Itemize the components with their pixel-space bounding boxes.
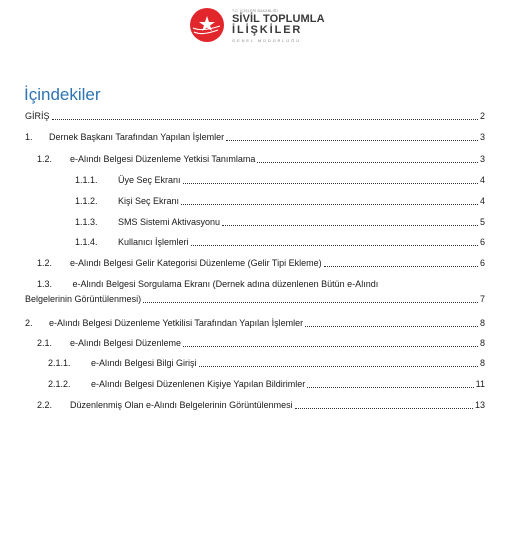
toc-entry-number: 1.2.: [37, 258, 53, 268]
toc-page-number: 3: [479, 154, 485, 164]
toc-entry-line2: [25, 294, 485, 305]
organization-logo: [188, 6, 328, 48]
toc-entry-2-2[interactable]: [37, 400, 485, 411]
toc-entry-number: 2.1.1.: [48, 358, 71, 368]
toc-entry-number: 2.1.: [37, 338, 53, 348]
toc-page-number: 4: [479, 175, 485, 185]
toc-entry-text: e-Alındı Belgesi Düzenleme: [70, 338, 182, 348]
toc-leader-dots: [295, 408, 473, 409]
toc-entry-giris[interactable]: [25, 111, 485, 122]
logo-title-line1: SİVİL TOPLUMLA: [232, 13, 325, 25]
star-crescent-emblem-icon: [188, 6, 226, 44]
toc-entry-1-1-2[interactable]: [75, 196, 485, 207]
toc-page-number: 6: [479, 258, 485, 268]
toc-entry-number: 2.1.2.: [48, 379, 71, 389]
toc-entry-number: 1.: [25, 132, 33, 142]
toc-entry-number: 1.2.: [37, 154, 53, 164]
toc-entry-2-1-1[interactable]: [48, 358, 485, 369]
toc-leader-dots: [307, 387, 473, 388]
toc-entry-text: Kişi Seç Ekranı: [118, 196, 180, 206]
toc-entry-text: e-Alındı Belgesi Sorgulama Ekranı (Dernek adına düzenlenen Bütün e-Alındı: [72, 279, 379, 289]
toc-page-number: 3: [479, 132, 485, 142]
toc-page-number: 2: [479, 111, 485, 121]
toc-leader-dots: [181, 204, 478, 205]
toc-leader-dots: [52, 119, 478, 120]
toc-entry-1-1-1[interactable]: [75, 175, 485, 186]
toc-entry-text-continued: Belgelerinin Görüntülenmesi): [25, 294, 142, 304]
toc-page-number: 8: [479, 338, 485, 348]
toc-entry-text: e-Alındı Belgesi Düzenleme Yetkisi Tanımlama: [70, 154, 256, 164]
toc-page-number: 4: [479, 196, 485, 206]
toc-entry-text: Üye Seç Ekranı: [118, 175, 181, 185]
toc-page-number: 8: [479, 318, 485, 328]
toc-entry-2[interactable]: [25, 318, 485, 329]
toc-entry-number: 1.1.1.: [75, 175, 98, 185]
toc-leader-dots: [143, 302, 478, 303]
toc-page-number: 13: [474, 400, 485, 410]
toc-entry-1-2a[interactable]: [37, 154, 485, 165]
toc-entry-text: Kullanıcı İşlemleri: [118, 237, 189, 247]
toc-entry-text: e-Alındı Belgesi Düzenleme Yetkilisi Tarafından Yapılan İşlemler: [49, 318, 304, 328]
toc-entry-number: 2.2.: [37, 400, 53, 410]
logo-ministry-text: T.C. İÇİŞLERİ BAKANLIĞI: [232, 9, 278, 13]
toc-entry-1-1-3[interactable]: [75, 217, 485, 228]
toc-entry-line1: [37, 279, 485, 290]
toc-leader-dots: [183, 183, 478, 184]
toc-entry-text: Düzenlenmiş Olan e-Alındı Belgelerinin Görüntülenmesi: [70, 400, 293, 410]
toc-entry-text: e-Alındı Belgesi Düzenlenen Kişiye Yapılan Bildirimler: [91, 379, 306, 389]
logo-subtitle: GENEL MÜDÜRLÜĞÜ: [232, 38, 302, 43]
toc-leader-dots: [226, 140, 478, 141]
toc-entry-1-3[interactable]: [25, 279, 485, 305]
logo-title-line2: İLİŞKİLER: [232, 24, 303, 36]
toc-entry-text: e-Alındı Belgesi Gelir Kategorisi Düzenleme (Gelir Tipi Ekleme): [70, 258, 322, 268]
toc-leader-dots: [257, 162, 478, 163]
toc-leader-dots: [183, 346, 478, 347]
toc-entry-text: SMS Sistemi Aktivasyonu: [118, 217, 221, 227]
toc-entry-text: Dernek Başkanı Tarafından Yapılan İşlemler: [49, 132, 225, 142]
toc-page-number: 5: [479, 217, 485, 227]
toc-entry-text: e-Alındı Belgesi Bilgi Girişi: [91, 358, 197, 368]
toc-entry-1-1-4[interactable]: [75, 237, 485, 248]
toc-leader-dots: [199, 366, 478, 367]
toc-page-number: 7: [479, 294, 485, 304]
toc-leader-dots: [222, 225, 478, 226]
toc-entry-number: 1.1.2.: [75, 196, 98, 206]
toc-page-number: 11: [475, 379, 485, 389]
toc-entry-2-1-2[interactable]: [48, 379, 485, 390]
toc-entry-number: 2.: [25, 318, 33, 328]
toc-leader-dots: [305, 326, 478, 327]
toc-entry-text: GİRİŞ: [25, 111, 50, 121]
toc-entry-number: 1.3.: [37, 279, 53, 289]
toc-entry-2-1[interactable]: [37, 338, 485, 349]
toc-leader-dots: [324, 266, 478, 267]
toc-entry-number: 1.1.3.: [75, 217, 98, 227]
toc-entry-1[interactable]: [25, 132, 485, 143]
toc-page-number: 6: [479, 237, 485, 247]
toc-leader-dots: [191, 245, 478, 246]
toc-page-number: 8: [479, 358, 485, 368]
toc-entry-1-2b[interactable]: [37, 258, 485, 269]
toc-entry-number: 1.1.4.: [75, 237, 98, 247]
toc-heading: İçindekiler: [24, 85, 101, 104]
